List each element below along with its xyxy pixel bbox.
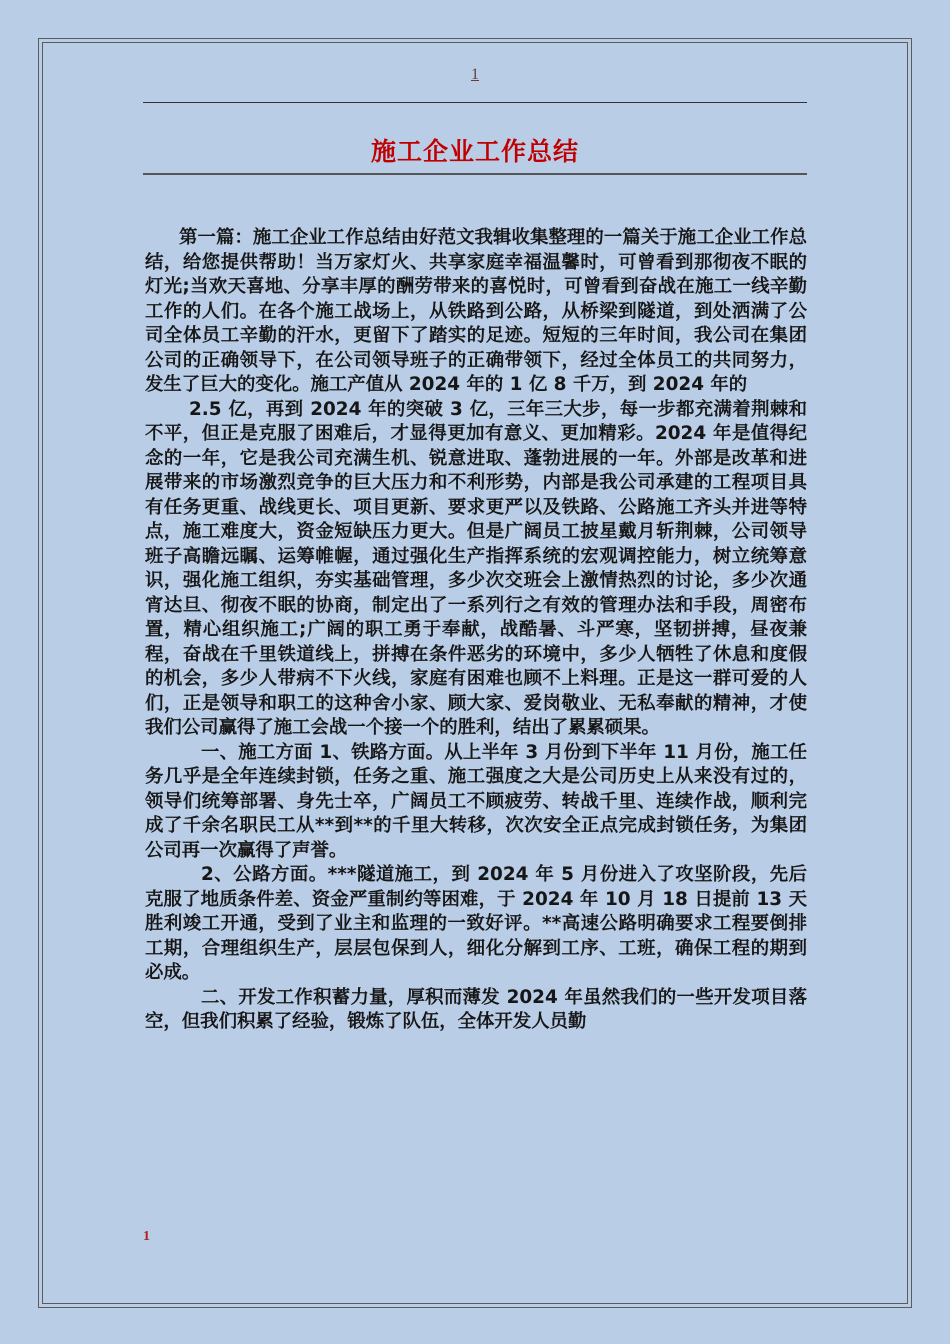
header-page-number: 1 <box>471 66 479 83</box>
document-title: 施工企业工作总结 <box>370 137 579 166</box>
paragraph-railway: 一、施工方面 1、铁路方面。从上半年 3 月份到下半年 11 月份，施工任务几乎是全年连续封锁，任务之重、施工强度之大是公司历史上从来没有过的，领导们统筹部署、身先士卒，广阔员工不顾疲劳、转战千里、连续作战，顺利完成了千余名职民工从**到**的千里大转移，次次安全正点完成封锁任务，为集团公司再一次赢得了声誉。 <box>145 741 807 861</box>
paragraph-progress: 2.5 亿，再到 2024 年的突破 3 亿，三年三大步，每一步都充满着荆棘和不平，但正是克服了困难后，才显得更加有意义、更加精彩。2024 年是值得纪念的一年，它是我公司充满生机、锐意进取、蓬勃进展的一年。外部是改革和进展带来的市场激烈竞争的巨大压力和不利形势，内部是我公司承建的工程项目具有任务更重、战线更长、项目更新、要求更严以及铁路、公路施工齐头并进等特点，施工难度大，资金短缺压力更大。但是广阔员工披星戴月斩荆棘，公司领导班子高瞻远瞩、运筹帷幄，通过强化生产指挥系统的宏观调控能力，树立统筹意识，强化施工组织，夯实基础管理，多少次交班会上激情热烈的讨论，多少次通宵达旦、彻夜不眠的协商，制定出了一系列行之有效的管理办法和手段，周密布置，精心组织施工;广阔的职工勇于奉献，战酷暑、斗严寒，坚韧拼搏，昼夜兼程，奋战在千里铁道线上，拼搏在条件恶劣的环境中，多少人牺牲了休息和度假的机会，多少人带病不下火线，家庭有困难也顾不上料理。正是这一群可爱的人们，正是领导和职工的这种舍小家、顾大家、爱岗敬业、无私奉献的精神，才使我们公司赢得了施工会战一个接一个的胜利，结出了累累硕果。 <box>145 398 807 738</box>
paragraph-development: 二、开发工作积蓄力量，厚积而薄发 2024 年虽然我们的一些开发项目落空，但我们积累了经验，锻炼了队伍，全体开发人员勤 <box>145 986 807 1032</box>
paragraph-intro: 第一篇：施工企业工作总结由好范文我辑收集整理的一篇关于施工企业工作总结，给您提供帮助！当万家灯火、共享家庭幸福温馨时，可曾看到那彻夜不眠的灯光;当欢天喜地、分享丰厚的酬劳带来的喜悦时，可曾看到奋战在施工一线辛勤工作的人们。在各个施工战场上，从铁路到公路，从桥梁到隧道，到处洒满了公司全体员工辛勤的汗水，更留下了踏实的足迹。短短的三年时间，我公司在集团公司的正确领导下，在公司领导班子的正确带领下，经过全体员工的共同努力，发生了巨大的变化。施工产值从 2024 年的 1 亿 8 千万，到 2024 年的 <box>145 227 807 395</box>
paragraph-highway: 2、公路方面。***隧道施工，到 2024 年 5 月份进入了攻坚阶段，先后克服了地质条件差、资金严重制约等困难，于 2024 年 10 月 18 日提前 13 天胜利竣工开通，受到了业主和监理的一致好评。**高速公路明确要求工程要倒排工期，合理组织生产，层层包保到人，细化分解到工序、工班，确保工程的期到必成。 <box>145 864 807 983</box>
header-divider <box>143 102 807 103</box>
title-divider <box>143 173 807 175</box>
document-body <box>145 226 807 1035</box>
footer-page-number: 1 <box>143 1229 150 1244</box>
